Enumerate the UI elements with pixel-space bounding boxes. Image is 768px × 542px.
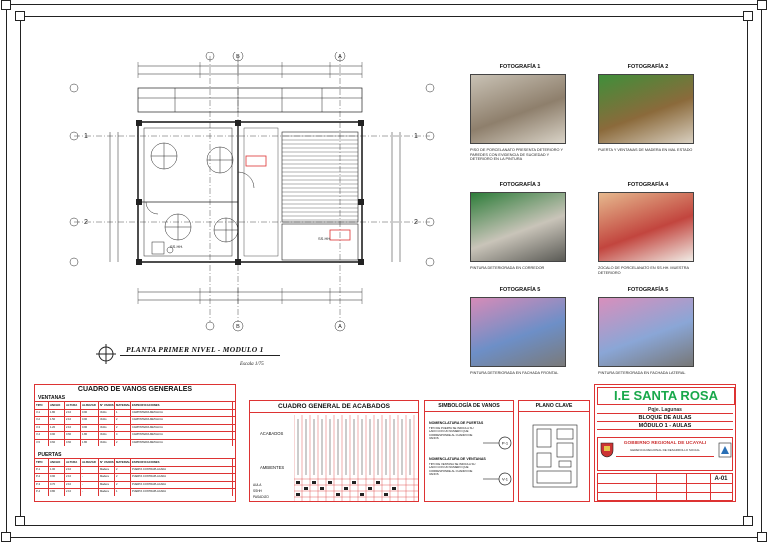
acabados-grid — [294, 415, 418, 501]
photo-caption: PINTURA DETERIORADA EN CORREDOR — [470, 266, 545, 270]
puerta-symbol-text: P-1 — [501, 440, 509, 446]
table-cell: Vidrio — [99, 417, 115, 424]
room-label: SS.HH. — [170, 244, 184, 249]
corner-mark — [1, 0, 11, 10]
puertas-heading: NOMENCLATURA DE PUERTAS — [429, 421, 484, 425]
table-cell: Madera — [99, 489, 115, 496]
plan-scale: Escala 1/75 — [240, 362, 264, 367]
table-cell: V-5 — [35, 440, 49, 447]
table-row — [35, 409, 235, 417]
site-photo — [598, 74, 694, 144]
axis-label: 2 — [414, 219, 418, 226]
key-plan-drawing — [529, 419, 581, 497]
column-header: ESPECIFICACIONES — [131, 402, 233, 409]
room-label: SS.HH. — [318, 236, 332, 241]
photo-title: FOTOGRAFÍA 5 — [627, 287, 669, 293]
signature-grid — [597, 473, 733, 501]
photo-caption: ZOCALO DE PORCELANATO EN SS.HH. MUESTRA DETERIORO — [598, 266, 689, 275]
table-cell: 1 — [115, 489, 131, 496]
table-cell: 1.80 — [81, 432, 99, 439]
table-cell: - — [81, 474, 99, 481]
table-cell: 2 — [115, 467, 131, 474]
ventanas-heading: NOMENCLATURA DE VENTANAS — [429, 457, 486, 461]
table-cell: - — [81, 489, 99, 496]
table-row — [35, 466, 235, 474]
government-header — [597, 437, 733, 471]
table-cell: PUERTA CONTRAPLACADA — [131, 474, 233, 481]
photo-title: FOTOGRAFÍA 1 — [499, 64, 541, 70]
table-cell: 2.10 — [65, 425, 81, 432]
table-cell: 0.90 — [49, 474, 65, 481]
government-name: GOBIERNO REGIONAL DE UCAYALI — [623, 441, 707, 446]
table-cell: 2.10 — [65, 482, 81, 489]
table-cell: 2.10 — [65, 410, 81, 417]
corner-mark — [757, 532, 767, 542]
simbologia-title: SIMBOLOGÍA DE VANOS — [425, 401, 513, 412]
column-header: ALTURA — [65, 402, 81, 409]
table-cell: V-2 — [35, 417, 49, 424]
table-cell: 2 — [115, 417, 131, 424]
corner-mark — [15, 516, 25, 526]
acabados-row-label: ACABADOS — [260, 431, 284, 436]
table-row — [35, 488, 235, 496]
table-cell: V-1 — [35, 410, 49, 417]
table-cell: 0.80 — [49, 489, 65, 496]
table-cell: 2.10 — [65, 474, 81, 481]
axis-label: B — [236, 54, 240, 60]
axis-label: 1 — [84, 133, 88, 140]
table-cell: 0.90 — [81, 417, 99, 424]
table-cell: 2.10 — [65, 467, 81, 474]
table-cell: CARPINTERIA METALICA — [131, 432, 233, 439]
column-header: TIPO — [35, 402, 49, 409]
gerencia-name: GERENCIA REGIONAL DE DESARROLLO SOCIAL — [630, 448, 700, 452]
corner-mark — [1, 532, 11, 542]
table-cell: 0.70 — [49, 482, 65, 489]
table-cell: CARPINTERIA METALICA — [131, 425, 233, 432]
table-cell: 0.60 — [65, 432, 81, 439]
photo-title: FOTOGRAFÍA 4 — [627, 182, 669, 188]
table-cell: 1.00 — [49, 467, 65, 474]
table-cell: 2 — [115, 425, 131, 432]
table-cell: PUERTA CONTRAPLACADA — [131, 489, 233, 496]
table-cell: 0.60 — [65, 440, 81, 447]
ventanas-description: TIPO DE VENTANA SE INDICA A SU LADO CON UN NUMERO QUE CORRESPONDE AL CUADRO DE VANOS — [429, 462, 476, 477]
table-header-row — [35, 458, 235, 466]
table-cell: Madera — [99, 482, 115, 489]
table-cell: 1.20 — [49, 425, 65, 432]
column-header: TIPO — [35, 459, 49, 466]
ventanas-label: VENTANAS — [38, 395, 66, 401]
site-photo — [598, 297, 694, 367]
table-cell: P-1 — [35, 467, 49, 474]
table-cell: P-4 — [35, 489, 49, 496]
plano-clave-title: PLANO CLAVE — [519, 401, 589, 412]
column-header: N° VANOS — [100, 403, 114, 407]
column-header: ALFEIZAR — [81, 402, 99, 409]
axis-label: 1 — [414, 133, 418, 140]
table-row — [35, 424, 235, 432]
puertas-grid — [35, 458, 235, 496]
photo-title: FOTOGRAFÍA 3 — [499, 182, 541, 188]
block-name: BLOQUE DE AULAS — [597, 415, 733, 422]
floor-plan-drawing — [60, 52, 440, 342]
acabados-table — [249, 400, 419, 502]
table-cell: 1.80 — [49, 410, 65, 417]
school-name: I.E SANTA ROSA — [597, 387, 735, 405]
vanos-title: CUADRO DE VANOS GENERALES — [77, 386, 193, 393]
photo-caption: PINTURA DETERIORADA EN FACHADA LATERAL — [598, 371, 686, 375]
ambientes-row-label: AMBIENTES — [260, 465, 285, 470]
table-cell: PUERTA CONTRAPLACADA — [131, 467, 233, 474]
vano-symbols — [483, 433, 513, 493]
axis-label: B — [236, 324, 240, 330]
ambiente-item: SSHH — [253, 489, 262, 493]
corner-mark — [757, 0, 767, 10]
site-photo — [470, 297, 566, 367]
north-symbol-icon — [96, 344, 116, 364]
title-block — [594, 384, 736, 502]
column-header: N° VANOS — [100, 460, 114, 464]
photo-caption: PISO DE PORCELANATO PRESENTA DETERIORO Y PAREDES CON EVIDENCIA DE SUCIEDAD Y DETERIORO EN LA PINTURA — [470, 148, 563, 162]
coat-of-arms-icon — [600, 442, 614, 458]
table-cell: 1.80 — [81, 440, 99, 447]
corner-mark — [743, 516, 753, 526]
table-cell: 2 — [115, 440, 131, 447]
table-row — [35, 431, 235, 439]
regional-logo-icon — [718, 442, 732, 458]
photo-title: FOTOGRAFÍA 2 — [627, 64, 669, 70]
table-cell: V-3 — [35, 425, 49, 432]
table-cell: 2.10 — [65, 489, 81, 496]
column-header: ANCHO — [49, 402, 65, 409]
table-cell: Vidrio — [99, 410, 115, 417]
ventanas-grid — [35, 401, 235, 446]
table-cell: CARPINTERIA METALICA — [131, 440, 233, 447]
table-cell: Vidrio — [99, 440, 115, 447]
table-header-row — [35, 401, 235, 409]
table-cell: - — [81, 482, 99, 489]
acabados-title: CUADRO GENERAL DE ACABADOS — [250, 401, 418, 413]
site-photo — [470, 74, 566, 144]
vanos-table — [34, 384, 236, 502]
axis-label: 2 — [84, 219, 88, 226]
column-header: ALTURA — [65, 459, 81, 466]
table-cell: 0.60 — [49, 440, 65, 447]
table-cell: - — [81, 467, 99, 474]
table-cell: V-4 — [35, 432, 49, 439]
photo-title: FOTOGRAFÍA 5 — [499, 287, 541, 293]
table-row — [35, 439, 235, 447]
column-header: ESPECIFICACIONES — [131, 459, 233, 466]
table-cell: P-2 — [35, 474, 49, 481]
site-photo — [598, 192, 694, 262]
column-header: MATERIAL — [116, 403, 131, 407]
table-cell: PUERTA CONTRAPLACADA — [131, 482, 233, 489]
table-row — [35, 481, 235, 489]
table-cell: 1.50 — [49, 417, 65, 424]
puertas-description: TIPO DE PUERTA SE INDICA A SU LADO CON UN NUMERO QUE CORRESPONDE AL CUADRO DE VANOS — [429, 426, 474, 441]
table-cell: 2.10 — [65, 417, 81, 424]
axis-label: A — [338, 54, 342, 60]
table-cell: Madera — [99, 474, 115, 481]
table-cell: Madera — [99, 467, 115, 474]
table-cell: 0.90 — [49, 432, 65, 439]
axis-label: A — [338, 324, 342, 330]
table-cell: Vidrio — [99, 425, 115, 432]
plano-clave-box — [518, 400, 590, 502]
table-cell: 1 — [115, 410, 131, 417]
sheet-number: A-01 — [714, 476, 728, 482]
title-underline — [120, 355, 280, 356]
table-cell: P-3 — [35, 482, 49, 489]
ventana-symbol-text: V-1 — [501, 476, 509, 482]
table-cell: Vidrio — [99, 432, 115, 439]
column-header: MATERIAL — [116, 460, 131, 464]
table-cell: CARPINTERIA METALICA — [131, 410, 233, 417]
school-location: Pqje. Lagunas — [597, 407, 733, 414]
table-row — [35, 416, 235, 424]
photo-caption: PINTURA DETERIORADA EN FACHADA FRONTAL — [470, 371, 559, 375]
table-row — [35, 473, 235, 481]
simbologia-box — [424, 400, 514, 502]
table-cell: 4 — [115, 432, 131, 439]
ambiente-item: AULA — [253, 483, 262, 487]
ambiente-item: PASADIZO — [253, 495, 269, 499]
table-cell: 2 — [115, 474, 131, 481]
corner-mark — [15, 11, 25, 21]
column-header: ALFEIZAR — [81, 459, 99, 466]
table-cell: 2 — [115, 482, 131, 489]
photo-caption: PUERTA Y VENTANAS DE MADERA EN MAL ESTADO — [598, 148, 693, 152]
column-header: ANCHO — [49, 459, 65, 466]
table-cell: CARPINTERIA METALICA — [131, 417, 233, 424]
table-cell: 0.90 — [81, 410, 99, 417]
site-photo — [470, 192, 566, 262]
corner-mark — [743, 11, 753, 21]
plan-title: PLANTA PRIMER NIVEL - MODULO 1 — [126, 345, 264, 354]
table-cell: 0.90 — [81, 425, 99, 432]
module-name: MÓDULO 1 - AULAS — [597, 423, 733, 430]
puertas-label: PUERTAS — [38, 452, 62, 458]
header-divider — [616, 456, 714, 457]
